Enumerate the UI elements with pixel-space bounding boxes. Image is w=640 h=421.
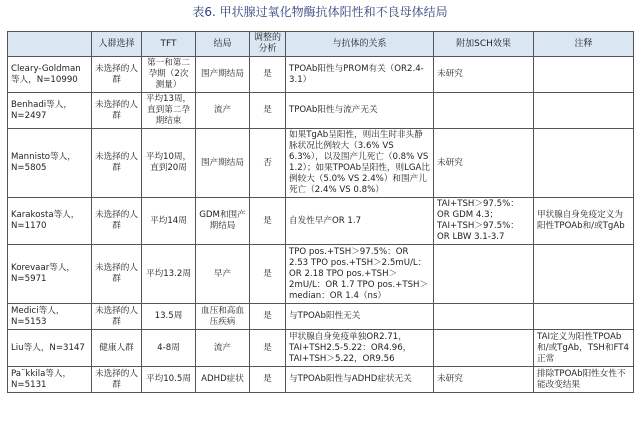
cell-sch: 未研究 [434, 367, 534, 393]
header-outcome: 结局 [196, 32, 250, 57]
cell-population: 未选择的人群 [92, 57, 142, 93]
cell-relation: TPOAb阳性与流产无关 [286, 93, 434, 129]
results-table [7, 31, 634, 393]
header-study [8, 32, 92, 57]
cell-study: Karakosta等人，N=1170 [8, 198, 92, 245]
cell-note [534, 129, 634, 198]
cell-adjusted: 否 [250, 129, 286, 198]
cell-population: 健康人群 [92, 330, 142, 367]
cell-study: Medici等人，N=5153 [8, 304, 92, 330]
table-row [8, 198, 634, 245]
cell-sch: 未研究 [434, 57, 534, 93]
cell-adjusted: 是 [250, 245, 286, 304]
cell-adjusted: 是 [250, 57, 286, 93]
cell-population: 未选择的人群 [92, 367, 142, 393]
cell-note [534, 304, 634, 330]
cell-relation: 与TPOAb阳性无关 [286, 304, 434, 330]
cell-note: 甲状腺自身免疫定义为阳性TPOAb和/或TgAb [534, 198, 634, 245]
table-row [8, 245, 634, 304]
cell-study: Korevaar等人，N=5971 [8, 245, 92, 304]
cell-tft: 第一和第二孕期（2次测量） [142, 57, 196, 93]
cell-note [534, 57, 634, 93]
cell-adjusted: 是 [250, 93, 286, 129]
cell-sch [434, 245, 534, 304]
header-relation: 与抗体的关系 [286, 32, 434, 57]
cell-outcome: 血压和高血压疾病 [196, 304, 250, 330]
cell-relation: 与TPOAb阳性与ADHD症状无关 [286, 367, 434, 393]
cell-adjusted: 是 [250, 330, 286, 367]
cell-sch [434, 93, 534, 129]
cell-relation: 自发性早产OR 1.7 [286, 198, 434, 245]
table-row [8, 367, 634, 393]
cell-population: 未选择的人群 [92, 198, 142, 245]
cell-outcome: ADHD症状 [196, 367, 250, 393]
cell-tft: 平均13.2周 [142, 245, 196, 304]
cell-note: TAI定义为阳性TPOAb和/或TgAb，TSH和FT4正常 [534, 330, 634, 367]
cell-relation: TPOAb阳性与PROM有关（OR2.4-3.1） [286, 57, 434, 93]
header-sch: 附加SCH效果 [434, 32, 534, 57]
header-population: 人群选择 [92, 32, 142, 57]
cell-study: Mannisto等人，N=5805 [8, 129, 92, 198]
cell-note [534, 245, 634, 304]
cell-tft: 13.5周 [142, 304, 196, 330]
header-tft: TFT [142, 32, 196, 57]
header-note: 注释 [534, 32, 634, 57]
cell-outcome: 早产 [196, 245, 250, 304]
cell-study: Benhadi等人，N=2497 [8, 93, 92, 129]
cell-relation: 如果TgAb呈阳性，则出生时非头静脉状况比例较大（3.6% VS 6.3%），以及围产儿死亡（0.8% VS 1.2）；如果TPOAb呈阳性，则LGA比例较大（5.0% VS 2.4%）和围产儿死亡（2.4% VS 0.8%） [286, 129, 434, 198]
cell-outcome: 围产期结局 [196, 129, 250, 198]
cell-study: Cleary-Goldman等人，N=10990 [8, 57, 92, 93]
cell-adjusted: 是 [250, 367, 286, 393]
cell-tft: 平均13周，直到第二孕期结束 [142, 93, 196, 129]
header-adjusted: 调整的分析 [250, 32, 286, 57]
cell-tft: 平均14周 [142, 198, 196, 245]
cell-population: 未选择的人群 [92, 129, 142, 198]
cell-population: 未选择的人群 [92, 304, 142, 330]
table-row [8, 93, 634, 129]
cell-population: 未选择的人群 [92, 93, 142, 129]
cell-sch: 未研究 [434, 129, 534, 198]
cell-adjusted: 是 [250, 304, 286, 330]
cell-study: Pa¨kkila等人，N=5131 [8, 367, 92, 393]
table-row [8, 129, 634, 198]
cell-outcome: 流产 [196, 330, 250, 367]
cell-relation: TPO pos.+TSH＞97.5%：OR 2.53 TPO pos.+TSH＞2.5mU/L：OR 2.18 TPO pos.+TSH＞2mU/L：OR 1.7 TPO pos.+TSH＞median：OR 1.4（ns） [286, 245, 434, 304]
cell-outcome: 围产期结局 [196, 57, 250, 93]
cell-note [534, 93, 634, 129]
cell-study: Liu等人，N=3147 [8, 330, 92, 367]
cell-sch [434, 304, 534, 330]
cell-sch [434, 330, 534, 367]
table-row [8, 330, 634, 367]
header-row [8, 32, 634, 57]
cell-note: 排除TPOAb阳性女性不能改变结果 [534, 367, 634, 393]
cell-tft: 平均10周，直到20周 [142, 129, 196, 198]
cell-outcome: 流产 [196, 93, 250, 129]
table-row [8, 304, 634, 330]
cell-relation: 甲状腺自身免疫单独OR2.71，TAI+TSH2.5-5.22：OR4.96，TAI+TSH＞5.22，OR9.56 [286, 330, 434, 367]
table-caption: 表6. 甲状腺过氧化物酶抗体阳性和不良母体结局 [192, 5, 448, 19]
cell-outcome: GDM和围产期结局 [196, 198, 250, 245]
cell-adjusted: 是 [250, 198, 286, 245]
cell-population: 未选择的人群 [92, 245, 142, 304]
cell-tft: 平均10.5周 [142, 367, 196, 393]
table-row [8, 57, 634, 93]
cell-tft: 4-8周 [142, 330, 196, 367]
cell-sch: TAI+TSH＞97.5%：OR GDM 4.3；TAI+TSH＞97.5%：OR LBW 3.1-3.7 [434, 198, 534, 245]
